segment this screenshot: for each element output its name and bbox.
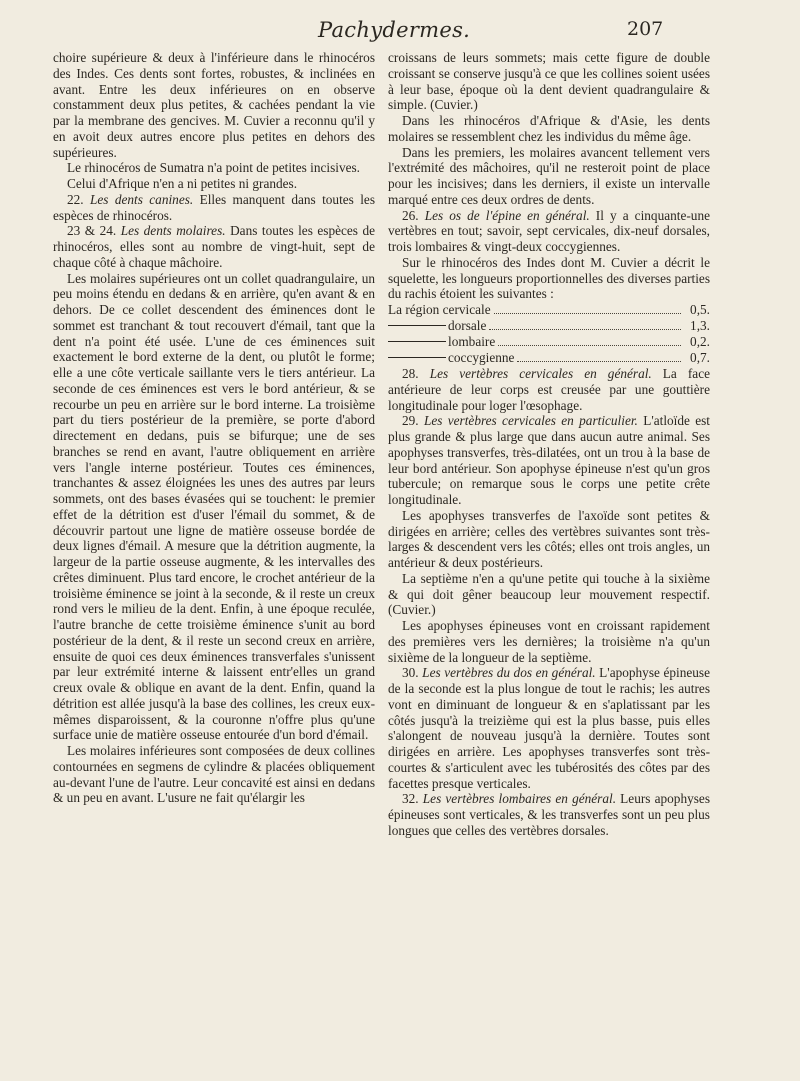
paragraph-text: croissans de leurs sommets; mais cette figure de double croissant se conserve jusqu'à ce que les collines soient usées à leur base, époque où la dent devient quadrangulaire & simple. (Cuvier.) [388,50,710,113]
paragraph-text: Les apophyses transverfes de l'axoïde sont petites & dirigées en arrière; celles des vertèbres suivantes sont très-larges & descendent vers les côtés; elles ont trois angles, un antérieur & deux postérieurs. [388,507,710,570]
proportion-value: 0,5. [690,302,710,317]
page-header [0,14,800,46]
section-heading: Les dents canines. [90,191,200,207]
paragraph [388,618,710,665]
section-number: 22. [67,191,90,207]
running-title: Pachydermes. [318,18,471,42]
paragraph [388,413,710,508]
paragraph [388,791,710,838]
proportion-label: La région cervicale [388,302,491,317]
paragraph-text: Elles manquent dans toutes les espèces de rhinocéros. [53,191,375,223]
proportion-value: 1,3. [690,318,710,333]
section-heading: Les vertèbres du dos en général. [422,665,600,681]
proportion-row [388,302,710,318]
dot-leader [489,329,681,330]
proportion-value: 0,7. [690,350,710,365]
section-number: 29. [402,413,424,429]
section-number: 26. [402,207,425,223]
proportion-label: coccygienne [448,350,515,365]
paragraph [388,665,710,791]
left-column [53,50,375,806]
paragraph-text: Il y a cinquante-une vertèbres en tout; savoir, sept cervicales, dix-neuf dorsales, trois lombaires & vingt-deux coccygiennes. [388,207,710,254]
dot-leader [494,313,681,314]
paragraph-text: Dans les rhinocéros d'Afrique & d'Asie, les dents molaires se ressemblent chez les individus du même âge. [388,113,710,144]
paragraph-text: Celui d'Afrique n'en a ni petites ni grandes. [67,176,298,191]
right-column [388,50,710,839]
ditto-rule [388,357,446,358]
paragraph-text: Dans les premiers, les molaires avancent tellement vers l'extrémité des mâchoires, qu'il ne resteroit point de place pour les incisives; dans les derniers, il existe un intervalle marqué entre ces deux ordres de dents. [388,144,710,207]
paragraph-text: La septième n'en a qu'une petite qui touche à la sixième & qui doit gêner beaucoup leur mouvement respectif. (Cuvier.) [388,570,710,618]
proportion-value: 0,2. [690,334,710,349]
paragraph-text: L'apophyse épineuse de la seconde est la plus longue de tout le rachis; les autres vont en diminuant de longueur & en s'aplatissant par les côtés jusqu'à la treizième qui est la plus basse, puis elles s'alongent de nouveau jusqu'à la dernière. Toutes sont dirigées en arrière. Les apophyses transverfes sont très-courtes & s'articulent avec les tubérosités des côtes par des facettes presque verticales. [388,665,710,791]
paragraph-text: choire supérieure & deux à l'inférieure dans le rhinocéros des Indes. Ces dents sont fortes, robustes, & inclinées en avant. Entre les deux inférieures on en observe constamment deux plus petites, & cachées pendant la vie par la membrane des gencives. M. Cuvier a reconnu qu'il y en avoit deux autres encore plus petites en dehors des supérieures. [53,50,375,160]
paragraph-text: Les molaires inférieures sont composées de deux collines contournées en segmens de cylindre & placées obliquement au-devant l'une de l'autre. Leur concavité est ainsi en dedans & un peu en avant. L'usure ne fait qu'élargir les [53,743,375,806]
ditto-rule [388,341,446,342]
section-number: 30. [402,665,423,681]
section-number: 28. [402,366,430,381]
section-heading: Les vertèbres cervicales en général. [429,366,663,381]
paragraph-text: Dans toutes les espèces de rhinocéros, elles sont au nombre de vingt-huit, sept de chaque côté à chaque mâchoire. [53,223,375,270]
paragraph [388,255,710,302]
proportion-row [388,318,710,334]
paragraph-text: Les molaires supérieures ont un collet quadrangulaire, un peu moins étendu en dedans & en arrière, qu'en avant & en dehors. De ce collet descendent des éminences dont le sommet est tranchant & tout recouvert d'émail, tant que la dent n'a point été usée. L'une de ces éminences suit exactement le bord externe de la dent, ou plutôt le forme; elle a une côte verticale saillante vers le tiers antérieur. La seconde de ces éminences est vers le bord antérieur, & se recourbe un peu en arrière sur le bord interne. La troisième part du tiers postérieur de la première, se porte d'abord directement en dedans, puis se bifurque; une de ses branches se rend en avant, l'autre obliquement en arrière vers l'angle interne postérieur. Toutes ces éminences, tranchantes & assez éloignées les unes des autres par leurs sommets, ont des bases évasées qui se touchent: le premier effet de la détrition est d'user l'émail du sommet, & de découvrir partout une ligne de matière osseuse bordée de deux lignes d'émail. A mesure que la détrition augmente, la largeur de la partie osseuse augmente, & les intervalles des crêtes diminuent. Plus tard encore, le crochet antérieur de la troisième éminence se joint à la seconde, & il reste un creux rond vers le milieu de la dent. Enfin, à une époque reculée, l'autre branche de cette troisième éminence s'unit au bord postérieur de la dent, & il reste un second creux en arrière, ensuite de quoi ces deux éminences transverfales s'unissent par leur extrémité interne & laissent entr'elles un grand creux ovale & oblique en avant de la dent. Enfin, quand la détrition est allée jusqu'à la base des collines, les creux eux-mêmes disparoissent, & la couronne n'offre plus qu'une surface unie de matière osseuse entourée d'un bord d'émail. [53,270,375,743]
paragraph [53,271,375,744]
paragraph-text: La face antérieure de leur corps est creusée par une gouttière longitudinale pour loger l'œsophage. [388,366,711,413]
paragraph-text: Leurs apophyses épineuses sont verticales, & les transverfes sont un peu plus longues que celles des vertèbres dorsales. [388,791,710,838]
section-heading: Les dents molaires. [120,223,231,239]
paragraph [53,50,375,160]
proportion-label: lombaire [448,334,496,349]
proportion-row [388,350,710,366]
section-heading: Les vertèbres lombaires en général. [422,791,621,807]
dot-leader [498,345,681,346]
section-heading: Les vertèbres cervicales en particulier. [423,413,644,429]
paragraph [388,366,710,413]
paragraph [388,113,710,145]
dot-leader [517,361,681,362]
section-number: 32. [402,791,423,807]
paragraph [388,508,710,571]
paragraph [53,223,375,270]
paragraph [53,160,375,176]
paragraph-text: Les apophyses épineuses vont en croissant rapidement des premières vers les dernières; la troisième n'a qu'un sixième de la longueur de la septième. [388,618,710,665]
proportion-row [388,334,710,350]
page-number: 207 [627,18,664,40]
section-heading: Les os de l'épine en général. [424,207,596,223]
paragraph [53,176,375,192]
paragraph [388,208,710,255]
section-number: 23 & 24. [67,223,121,239]
paragraph-text: L'atloïde est plus grande & plus large que dans aucun autre animal. Ses apophyses transverfes, très-dilatées, ont un trou à la base de leur bord antérieur. Son apophyse épineuse n'est qu'un gros tubercule; on remarque sous le corps une petite crête longitudinale. [388,413,710,507]
paragraph [388,571,710,618]
paragraph-text: Le rhinocéros de Sumatra n'a point de petites incisives. [67,160,360,176]
paragraph [53,192,375,224]
paragraph-text: Sur le rhinocéros des Indes dont M. Cuvier a décrit le squelette, les longueurs proportionnelles des diverses parties du rachis étoient les suivantes : [388,254,710,302]
paragraph [53,743,375,806]
paragraph [388,145,710,208]
paragraph [388,50,710,113]
ditto-rule [388,325,446,326]
proportion-label: dorsale [448,318,487,333]
